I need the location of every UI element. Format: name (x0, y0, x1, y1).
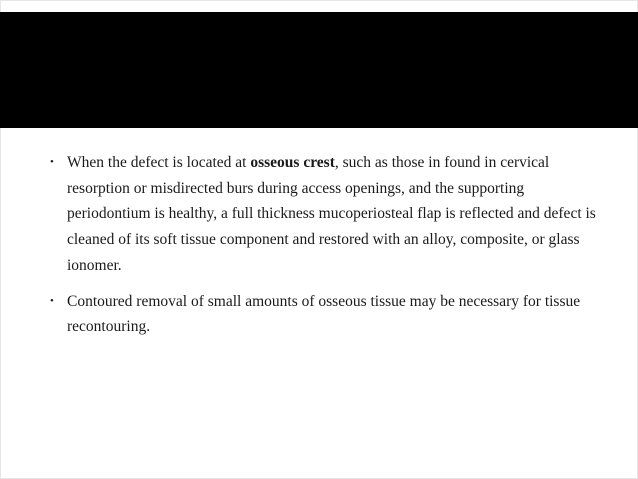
bullet-item (50, 289, 610, 340)
title-band (0, 12, 638, 128)
bullet-icon: • (50, 294, 54, 307)
bullet-text-bold: osseous crest (250, 154, 335, 171)
bullet-text-after: , such as those in found in cervical resorption or misdirected burs during access openings, and the supporting periodontium is healthy, a full thickness mucoperiosteal flap is reflected and defect is cleaned of its soft tissue component and restored with an alloy, composite, or glass ionomer. (67, 154, 596, 274)
bullet-icon: • (50, 156, 54, 168)
bullet-text-before: When the defect is located at (67, 154, 251, 171)
bullet-item (50, 150, 610, 279)
slide-border (0, 0, 638, 1)
bullet-list (50, 150, 610, 350)
bullet-text (67, 154, 596, 274)
bullet-text: Contoured removal of small amounts of osseous tissue may be necessary for tissue recontouring. (67, 292, 581, 336)
